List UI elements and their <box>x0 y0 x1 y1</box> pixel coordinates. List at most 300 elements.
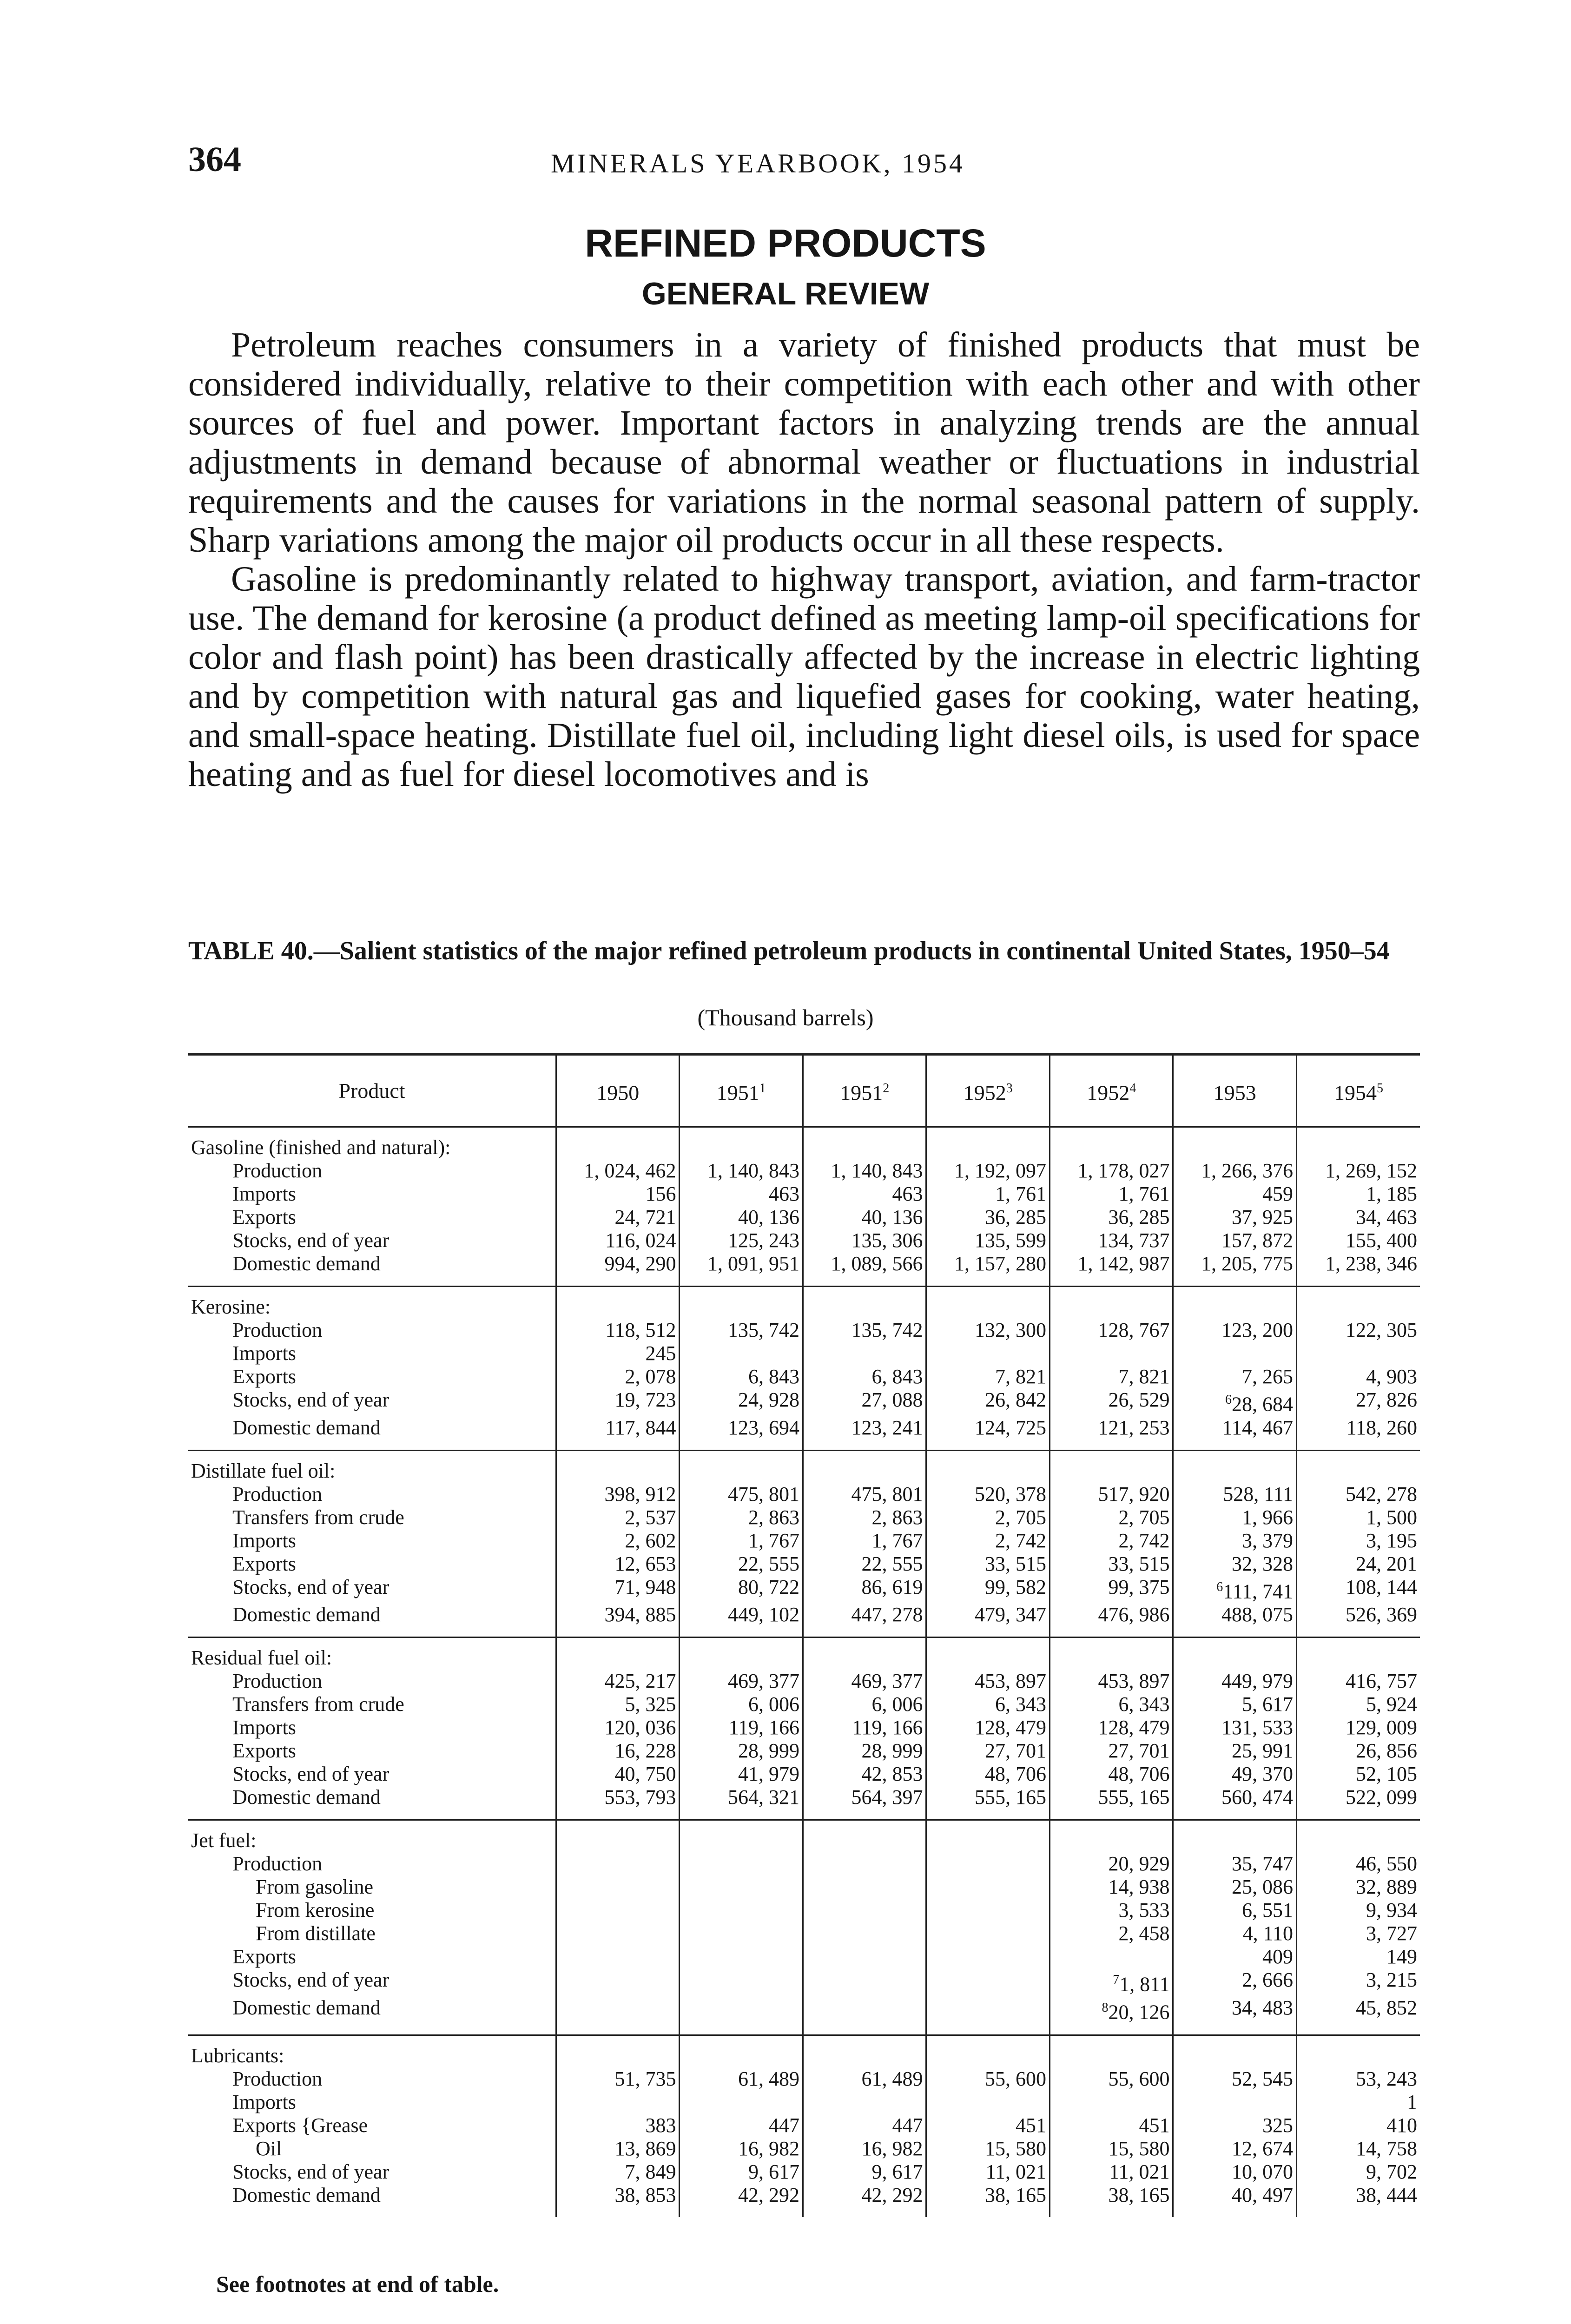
cell-value: 27, 826 <box>1356 1388 1417 1411</box>
cell-value: 9, 702 <box>1366 2160 1417 2183</box>
cell-value: 32, 328 <box>1231 1552 1293 1575</box>
cell-value: 994, 290 <box>604 1252 676 1275</box>
cell-value: 555, 165 <box>1098 1786 1170 1809</box>
table-cell <box>1296 1670 1420 1693</box>
cell-value: 26, 842 <box>984 1388 1046 1411</box>
cell-value: 9, 934 <box>1366 1899 1417 1922</box>
cell-value: 33, 515 <box>984 1552 1046 1575</box>
cell-value: 5, 325 <box>625 1693 676 1716</box>
table-cell <box>1296 1820 1420 1853</box>
body-text <box>188 325 1420 794</box>
cell-value: 453, 897 <box>974 1670 1046 1693</box>
row-label: Stocks, end of year <box>232 1575 389 1598</box>
cell-value: 99, 375 <box>1108 1575 1170 1598</box>
table-cell <box>1173 1483 1297 1506</box>
row-label: Production <box>232 1159 323 1182</box>
table-cell <box>803 1206 926 1229</box>
table-cell <box>1296 1388 1420 1416</box>
cell-value: 409 <box>1262 1945 1293 1968</box>
cell-value: 27, 701 <box>1108 1739 1170 1763</box>
table-cell <box>1050 1552 1173 1576</box>
cell-value: 38, 444 <box>1356 2183 1417 2206</box>
table-cell <box>803 1450 926 1483</box>
row-label: Exports <box>232 1365 296 1388</box>
table-cell <box>803 1637 926 1670</box>
table-row <box>188 1576 1420 1604</box>
table-cell <box>1173 1342 1297 1365</box>
table-cell <box>803 1365 926 1388</box>
table-cell <box>680 1388 803 1416</box>
cell-value: 80, 722 <box>738 1575 799 1598</box>
table-cell <box>1296 1763 1420 1786</box>
table-cell <box>680 1319 803 1342</box>
table-row <box>188 1716 1420 1739</box>
table-cell <box>1173 1739 1297 1763</box>
cell-value: 61, 489 <box>861 2067 923 2090</box>
table-cell <box>680 2035 803 2067</box>
table-cell <box>803 1576 926 1604</box>
table-cell <box>803 1182 926 1206</box>
table-cell <box>556 2137 680 2160</box>
cell-value: 26, 529 <box>1108 1388 1170 1411</box>
cell-value: 6, 006 <box>748 1693 799 1716</box>
table-cell <box>556 1287 680 1319</box>
table-cell <box>926 1450 1050 1483</box>
table-cell <box>1050 1127 1173 1160</box>
table-cell <box>1296 1287 1420 1319</box>
table-cell <box>1173 1450 1297 1483</box>
table-cell <box>1296 2160 1420 2184</box>
table-cell <box>556 1416 680 1451</box>
cell-value: 564, 321 <box>727 1786 799 1809</box>
cell-value: 1, 761 <box>995 1182 1046 1205</box>
table-cell <box>803 1229 926 1252</box>
row-label: Imports <box>232 1716 296 1739</box>
cell-value: 45, 852 <box>1356 1996 1417 2019</box>
table-cell <box>803 1968 926 1996</box>
cell-value: 2, 537 <box>625 1505 676 1529</box>
cell-value: 40, 497 <box>1231 2183 1293 2206</box>
row-label: Exports <box>232 1206 296 1228</box>
cell-value: 453, 897 <box>1098 1670 1170 1693</box>
table-cell <box>1173 2184 1297 2217</box>
table-cell <box>680 1506 803 1529</box>
group-label: Kerosine: <box>191 1295 271 1318</box>
cell-value: 1, 767 <box>871 1529 923 1552</box>
table-cell <box>680 1182 803 1206</box>
cell-value: 447 <box>892 2113 923 2137</box>
table-cell <box>680 1365 803 1388</box>
table-cell <box>803 1763 926 1786</box>
table-row <box>188 1552 1420 1576</box>
table-cell <box>1050 2067 1173 2091</box>
cell-value: 128, 767 <box>1098 1319 1170 1341</box>
table-row <box>188 1922 1420 1945</box>
table-cell <box>803 1820 926 1853</box>
cell-value: 120, 036 <box>604 1716 676 1739</box>
table-cell <box>1050 1637 1173 1670</box>
cell-value: 38, 165 <box>1108 2183 1170 2206</box>
table-cell <box>1173 1206 1297 1229</box>
table-cell <box>1296 1416 1420 1451</box>
cell-value: 245 <box>645 1342 676 1365</box>
cell-value: 7, 821 <box>995 1365 1046 1388</box>
table-row <box>188 1875 1420 1899</box>
table-cell <box>803 1670 926 1693</box>
table-cell <box>926 1416 1050 1451</box>
table-cell <box>556 1693 680 1716</box>
table-cell <box>1050 1252 1173 1287</box>
cell-value: 129, 009 <box>1346 1716 1417 1739</box>
table-cell <box>680 1416 803 1451</box>
table-cell <box>926 1206 1050 1229</box>
cell-value: 34, 463 <box>1356 1206 1417 1228</box>
table-cell <box>803 1716 926 1739</box>
cell-value: 1, 140, 843 <box>707 1159 799 1182</box>
cell-value: 7, 849 <box>625 2160 676 2183</box>
table-cell <box>1296 1450 1420 1483</box>
table-cell <box>1296 1996 1420 2035</box>
group-label: Lubricants: <box>191 2044 284 2067</box>
table-cell <box>1173 1319 1297 1342</box>
cell-value: 14, 758 <box>1356 2137 1417 2160</box>
table-cell <box>556 1637 680 1670</box>
cell-value: 123, 200 <box>1221 1319 1293 1341</box>
table-cell <box>1173 1229 1297 1252</box>
table-cell <box>803 2137 926 2160</box>
group-header-row <box>188 1450 1420 1483</box>
cell-value: 41, 979 <box>738 1763 799 1786</box>
cell-value: 4, 110 <box>1242 1922 1293 1945</box>
cell-value: 451 <box>1139 2113 1170 2137</box>
row-label: Imports <box>232 2090 296 2113</box>
table-cell <box>803 1506 926 1529</box>
cell-value: 542, 278 <box>1346 1482 1417 1505</box>
cell-value: 111, 741 <box>1223 1580 1293 1603</box>
table-cell <box>803 2160 926 2184</box>
table-cell <box>926 1670 1050 1693</box>
table-cell <box>556 1529 680 1552</box>
table-cell <box>1050 1506 1173 1529</box>
table-cell <box>1296 1365 1420 1388</box>
cell-value: 49, 370 <box>1231 1763 1293 1786</box>
table-cell <box>556 1252 680 1287</box>
table-cell <box>1296 1182 1420 1206</box>
table-cell <box>1173 1996 1297 2035</box>
table-cell <box>926 1637 1050 1670</box>
table-cell <box>926 1252 1050 1287</box>
table-cell <box>803 1996 926 2035</box>
column-header-year: 1952$^4$ <box>1050 1054 1173 1127</box>
table-cell <box>926 1159 1050 1182</box>
row-label: Exports <box>232 1739 296 1763</box>
cell-value: 38, 853 <box>614 2183 676 2206</box>
cell-value: 124, 725 <box>974 1416 1046 1439</box>
cell-value: 24, 201 <box>1356 1552 1417 1575</box>
table-cell <box>680 1287 803 1319</box>
table-cell <box>680 1127 803 1160</box>
group-header-row <box>188 1287 1420 1319</box>
cell-value: 2, 742 <box>995 1529 1046 1552</box>
row-label: Domestic demand <box>188 1786 556 1820</box>
table-cell <box>1296 1529 1420 1552</box>
table-cell <box>803 1416 926 1451</box>
cell-value: 9, 617 <box>748 2160 799 2183</box>
row-label: Exports <box>232 1552 296 1575</box>
table-row <box>188 1899 1420 1922</box>
cell-value: 122, 305 <box>1346 1319 1417 1341</box>
cell-value: 3, 727 <box>1366 1922 1417 1945</box>
table-cell <box>680 1945 803 1968</box>
table-cell <box>556 2067 680 2091</box>
table-row <box>188 2160 1420 2184</box>
table-cell <box>556 1229 680 1252</box>
cell-value: 42, 292 <box>861 2183 923 2206</box>
table-cell <box>1173 2114 1297 2137</box>
cell-value: 53, 243 <box>1356 2067 1417 2090</box>
table-cell <box>680 1899 803 1922</box>
table-cell <box>926 1529 1050 1552</box>
table-cell <box>680 1922 803 1945</box>
cell-value: 6, 551 <box>1241 1899 1293 1922</box>
cell-value: 475, 801 <box>727 1482 799 1505</box>
cell-value: 28, 999 <box>861 1739 923 1763</box>
data-table <box>188 1053 1420 2217</box>
cell-value: 24, 928 <box>738 1388 799 1411</box>
cell-value: 7, 265 <box>1241 1365 1293 1388</box>
table-cell <box>1296 1319 1420 1342</box>
table-cell <box>1296 2067 1420 2091</box>
table-cell <box>556 1875 680 1899</box>
table-cell <box>803 1127 926 1160</box>
table-cell <box>1050 1945 1173 1968</box>
table-cell <box>1173 1365 1297 1388</box>
cell-value: 15, 580 <box>984 2137 1046 2160</box>
cell-value: 3, 215 <box>1366 1968 1417 1992</box>
table-cell <box>803 1483 926 1506</box>
cell-value: 135, 742 <box>851 1319 923 1341</box>
table-cell <box>926 1922 1050 1945</box>
cell-value: 119, 166 <box>852 1716 923 1739</box>
table-cell <box>926 1365 1050 1388</box>
table-cell <box>556 1996 680 2035</box>
cell-value: 1, 024, 462 <box>584 1159 676 1182</box>
row-label: Production <box>232 1670 323 1693</box>
table-row <box>188 1182 1420 1206</box>
row-label: Imports <box>232 1342 296 1365</box>
cell-value: 128, 479 <box>1098 1716 1170 1739</box>
cell-value: 520, 378 <box>974 1482 1046 1505</box>
table-cell <box>680 1852 803 1875</box>
cell-value: 1, 140, 843 <box>831 1159 923 1182</box>
row-label: Stocks, end of year <box>232 1229 389 1252</box>
cell-value: 2, 742 <box>1118 1529 1170 1552</box>
cell-value: 2, 458 <box>1118 1922 1170 1945</box>
table-cell <box>680 1875 803 1899</box>
table-cell <box>556 1483 680 1506</box>
cell-value: 134, 737 <box>1098 1229 1170 1252</box>
table-cell <box>556 1552 680 1576</box>
table-cell <box>1296 2184 1420 2217</box>
cell-value: 117, 844 <box>605 1416 676 1439</box>
table-cell <box>556 1670 680 1693</box>
table-cell <box>1296 2035 1420 2067</box>
cell-value: 526, 369 <box>1346 1603 1417 1626</box>
table-cell <box>1296 1159 1420 1182</box>
table-cell <box>1173 2137 1297 2160</box>
table-cell <box>926 2091 1050 2114</box>
table-cell <box>680 2160 803 2184</box>
table-cell <box>1296 1875 1420 1899</box>
table-cell <box>1173 2067 1297 2091</box>
cell-value: 33, 515 <box>1108 1552 1170 1575</box>
table-cell <box>1296 2114 1420 2137</box>
cell-value: 9, 617 <box>871 2160 923 2183</box>
cell-value: 128, 479 <box>974 1716 1046 1739</box>
cell-value: 416, 757 <box>1346 1670 1417 1693</box>
table-cell <box>1050 2184 1173 2217</box>
cell-value: 1, 811 <box>1119 1973 1170 1996</box>
table-cell <box>556 1319 680 1342</box>
cell-value: 449, 102 <box>727 1603 799 1626</box>
table-cell <box>556 1127 680 1160</box>
table-cell <box>1173 1875 1297 1899</box>
table-cell <box>1050 1287 1173 1319</box>
table-cell <box>680 1342 803 1365</box>
table-cell <box>926 1182 1050 1206</box>
table-cell <box>1296 1637 1420 1670</box>
table-cell <box>680 1206 803 1229</box>
table-row <box>188 1693 1420 1716</box>
group-header-row <box>188 1820 1420 1853</box>
table-row <box>188 1968 1420 1996</box>
table-cell <box>1296 1945 1420 1968</box>
table-cell <box>1050 2137 1173 2160</box>
table-cell <box>1050 1693 1173 1716</box>
cell-value: 2, 705 <box>1118 1505 1170 1529</box>
row-label: Domestic demand <box>188 1252 556 1287</box>
table-row <box>188 1483 1420 1506</box>
table-cell <box>1173 1529 1297 1552</box>
table-cell <box>803 1287 926 1319</box>
cell-value: 42, 853 <box>861 1763 923 1786</box>
table-cell <box>556 1968 680 1996</box>
cell-value: 528, 111 <box>1223 1482 1293 1505</box>
table-row <box>188 1670 1420 1693</box>
cell-value: 48, 706 <box>1108 1763 1170 1786</box>
cell-value: 86, 619 <box>861 1575 923 1598</box>
cell-value: 476, 986 <box>1098 1603 1170 1626</box>
table-cell <box>1296 1576 1420 1604</box>
table-cell <box>803 2067 926 2091</box>
table-cell <box>556 2184 680 2217</box>
cell-value: 6, 843 <box>748 1365 799 1388</box>
running-title: MINERALS YEARBOOK, 1954 <box>551 148 965 178</box>
cell-value: 6, 343 <box>1118 1693 1170 1716</box>
table-cell <box>926 2067 1050 2091</box>
cell-value: 1, 089, 566 <box>831 1252 923 1275</box>
cell-value: 13, 869 <box>614 2137 676 2160</box>
table-cell <box>1050 1182 1173 1206</box>
table-cell <box>556 1576 680 1604</box>
page-header <box>188 139 1420 191</box>
cell-value: 118, 512 <box>605 1319 676 1341</box>
table-cell <box>926 1287 1050 1319</box>
table-cell <box>803 1693 926 1716</box>
cell-value: 488, 075 <box>1221 1603 1293 1626</box>
table-cell <box>926 1552 1050 1576</box>
table-row <box>188 1342 1420 1365</box>
table-cell <box>680 1786 803 1820</box>
cell-value: 463 <box>892 1182 923 1205</box>
column-header-year: 1951$^2$ <box>803 1054 926 1127</box>
table-cell <box>1173 1820 1297 1853</box>
cell-value: 114, 467 <box>1222 1416 1293 1439</box>
cell-value: 3, 195 <box>1366 1529 1417 1552</box>
table-cell <box>1296 1206 1420 1229</box>
cell-value: 42, 292 <box>738 2183 799 2206</box>
table-cell <box>1173 1968 1297 1996</box>
table-row <box>188 1206 1420 1229</box>
cell-value: 34, 483 <box>1231 1996 1293 2019</box>
table-cell <box>1173 1763 1297 1786</box>
table-cell <box>1050 1206 1173 1229</box>
cell-value: 1, 205, 775 <box>1201 1252 1293 1275</box>
cell-value: 1, 966 <box>1241 1505 1293 1529</box>
table-row <box>188 1229 1420 1252</box>
table-cell <box>1296 1739 1420 1763</box>
table-cell <box>680 1603 803 1637</box>
table-cell <box>1296 1552 1420 1576</box>
table-cell <box>680 1159 803 1182</box>
cell-value: 1, 500 <box>1366 1505 1417 1529</box>
table-cell <box>1050 1820 1173 1853</box>
table-cell <box>926 1716 1050 1739</box>
cell-value: 1, 266, 376 <box>1201 1159 1293 1182</box>
row-label: Transfers from crude <box>232 1693 404 1716</box>
cell-value: 116, 024 <box>605 1229 676 1252</box>
table-cell <box>1050 2114 1173 2137</box>
cell-value: 394, 885 <box>604 1603 676 1626</box>
cell-value: 1, 767 <box>748 1529 799 1552</box>
table-cell <box>1173 1637 1297 1670</box>
cell-value: 123, 694 <box>727 1416 799 1439</box>
table-cell <box>926 1576 1050 1604</box>
table-cell <box>1050 1996 1173 2035</box>
cell-value: 24, 721 <box>614 1206 676 1228</box>
table-cell <box>1050 1342 1173 1365</box>
table-cell <box>1050 1603 1173 1637</box>
table-cell <box>1296 1127 1420 1160</box>
cell-value: 25, 991 <box>1231 1739 1293 1763</box>
cell-value: 479, 347 <box>974 1603 1046 1626</box>
table-cell <box>926 1342 1050 1365</box>
table-cell <box>803 1319 926 1342</box>
cell-value: 40, 750 <box>614 1763 676 1786</box>
table-cell <box>1050 2035 1173 2067</box>
table-row <box>188 1252 1420 1287</box>
cell-value: 1, 192, 097 <box>954 1159 1046 1182</box>
cell-value: 135, 742 <box>727 1319 799 1341</box>
table-cell <box>803 1899 926 1922</box>
table-cell <box>680 1739 803 1763</box>
cell-value: 157, 872 <box>1221 1229 1293 1252</box>
cell-value: 469, 377 <box>851 1670 923 1693</box>
cell-value: 22, 555 <box>738 1552 799 1575</box>
table-cell <box>556 1763 680 1786</box>
cell-value: 19, 723 <box>614 1388 676 1411</box>
cell-value: 6, 343 <box>995 1693 1046 1716</box>
